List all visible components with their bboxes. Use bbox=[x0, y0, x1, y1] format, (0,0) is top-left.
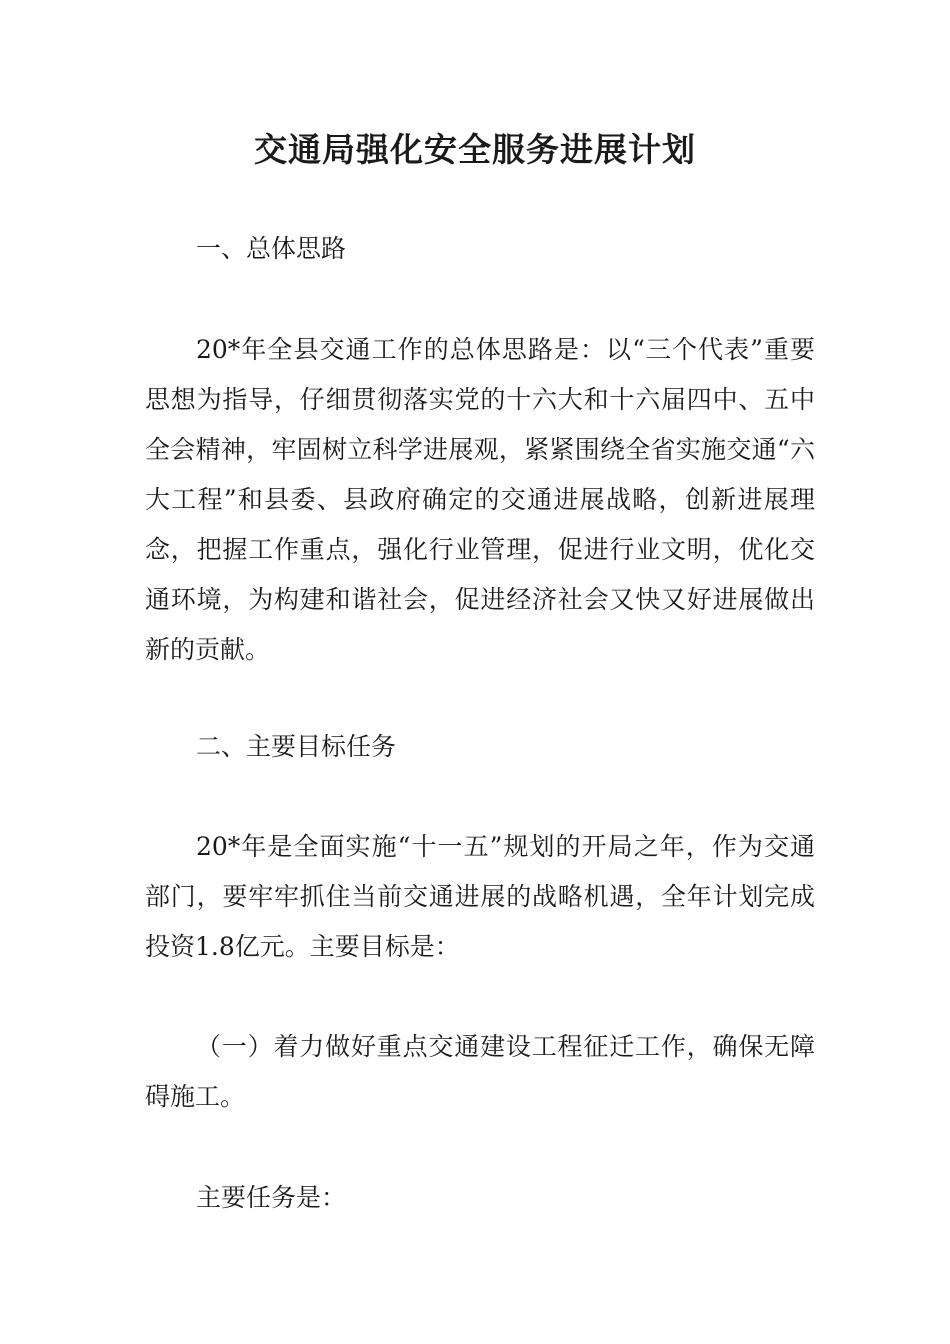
section-heading-overall-approach: 一、总体思路 bbox=[196, 234, 347, 263]
paragraph-main-goals: 20*年是全面实施“十一五”规划的开局之年，作为交通部门，要牢牢抓住当前交通进展的战略机遇，全年计划完成投资1.8亿元。主要目标是： bbox=[145, 832, 815, 961]
paragraph-overall-approach: 20*年全县交通工作的总体思路是：以“三个代表”重要思想为指导，仔细贯彻落实党的十六大和十六届四中、五中全会精神，牢固树立科学进展观，紧紧围绕全省实施交通“六大工程”和县委、县政府确定的交通进展战略，创新进展理念，把握工作重点，强化行业管理，促进行业文明，优化交通环境，为构建和谐社会，促进经济社会又快又好进展做出新的贡献。 bbox=[145, 335, 815, 664]
section-heading-main-goals: 二、主要目标任务 bbox=[196, 732, 397, 761]
tasks-label: 主要任务是： bbox=[196, 1183, 347, 1212]
paragraph-item-one: （一）着力做好重点交通建设工程征迁工作，确保无障碍施工。 bbox=[145, 1032, 815, 1111]
document-title: 交通局强化安全服务进展计划 bbox=[254, 130, 696, 169]
